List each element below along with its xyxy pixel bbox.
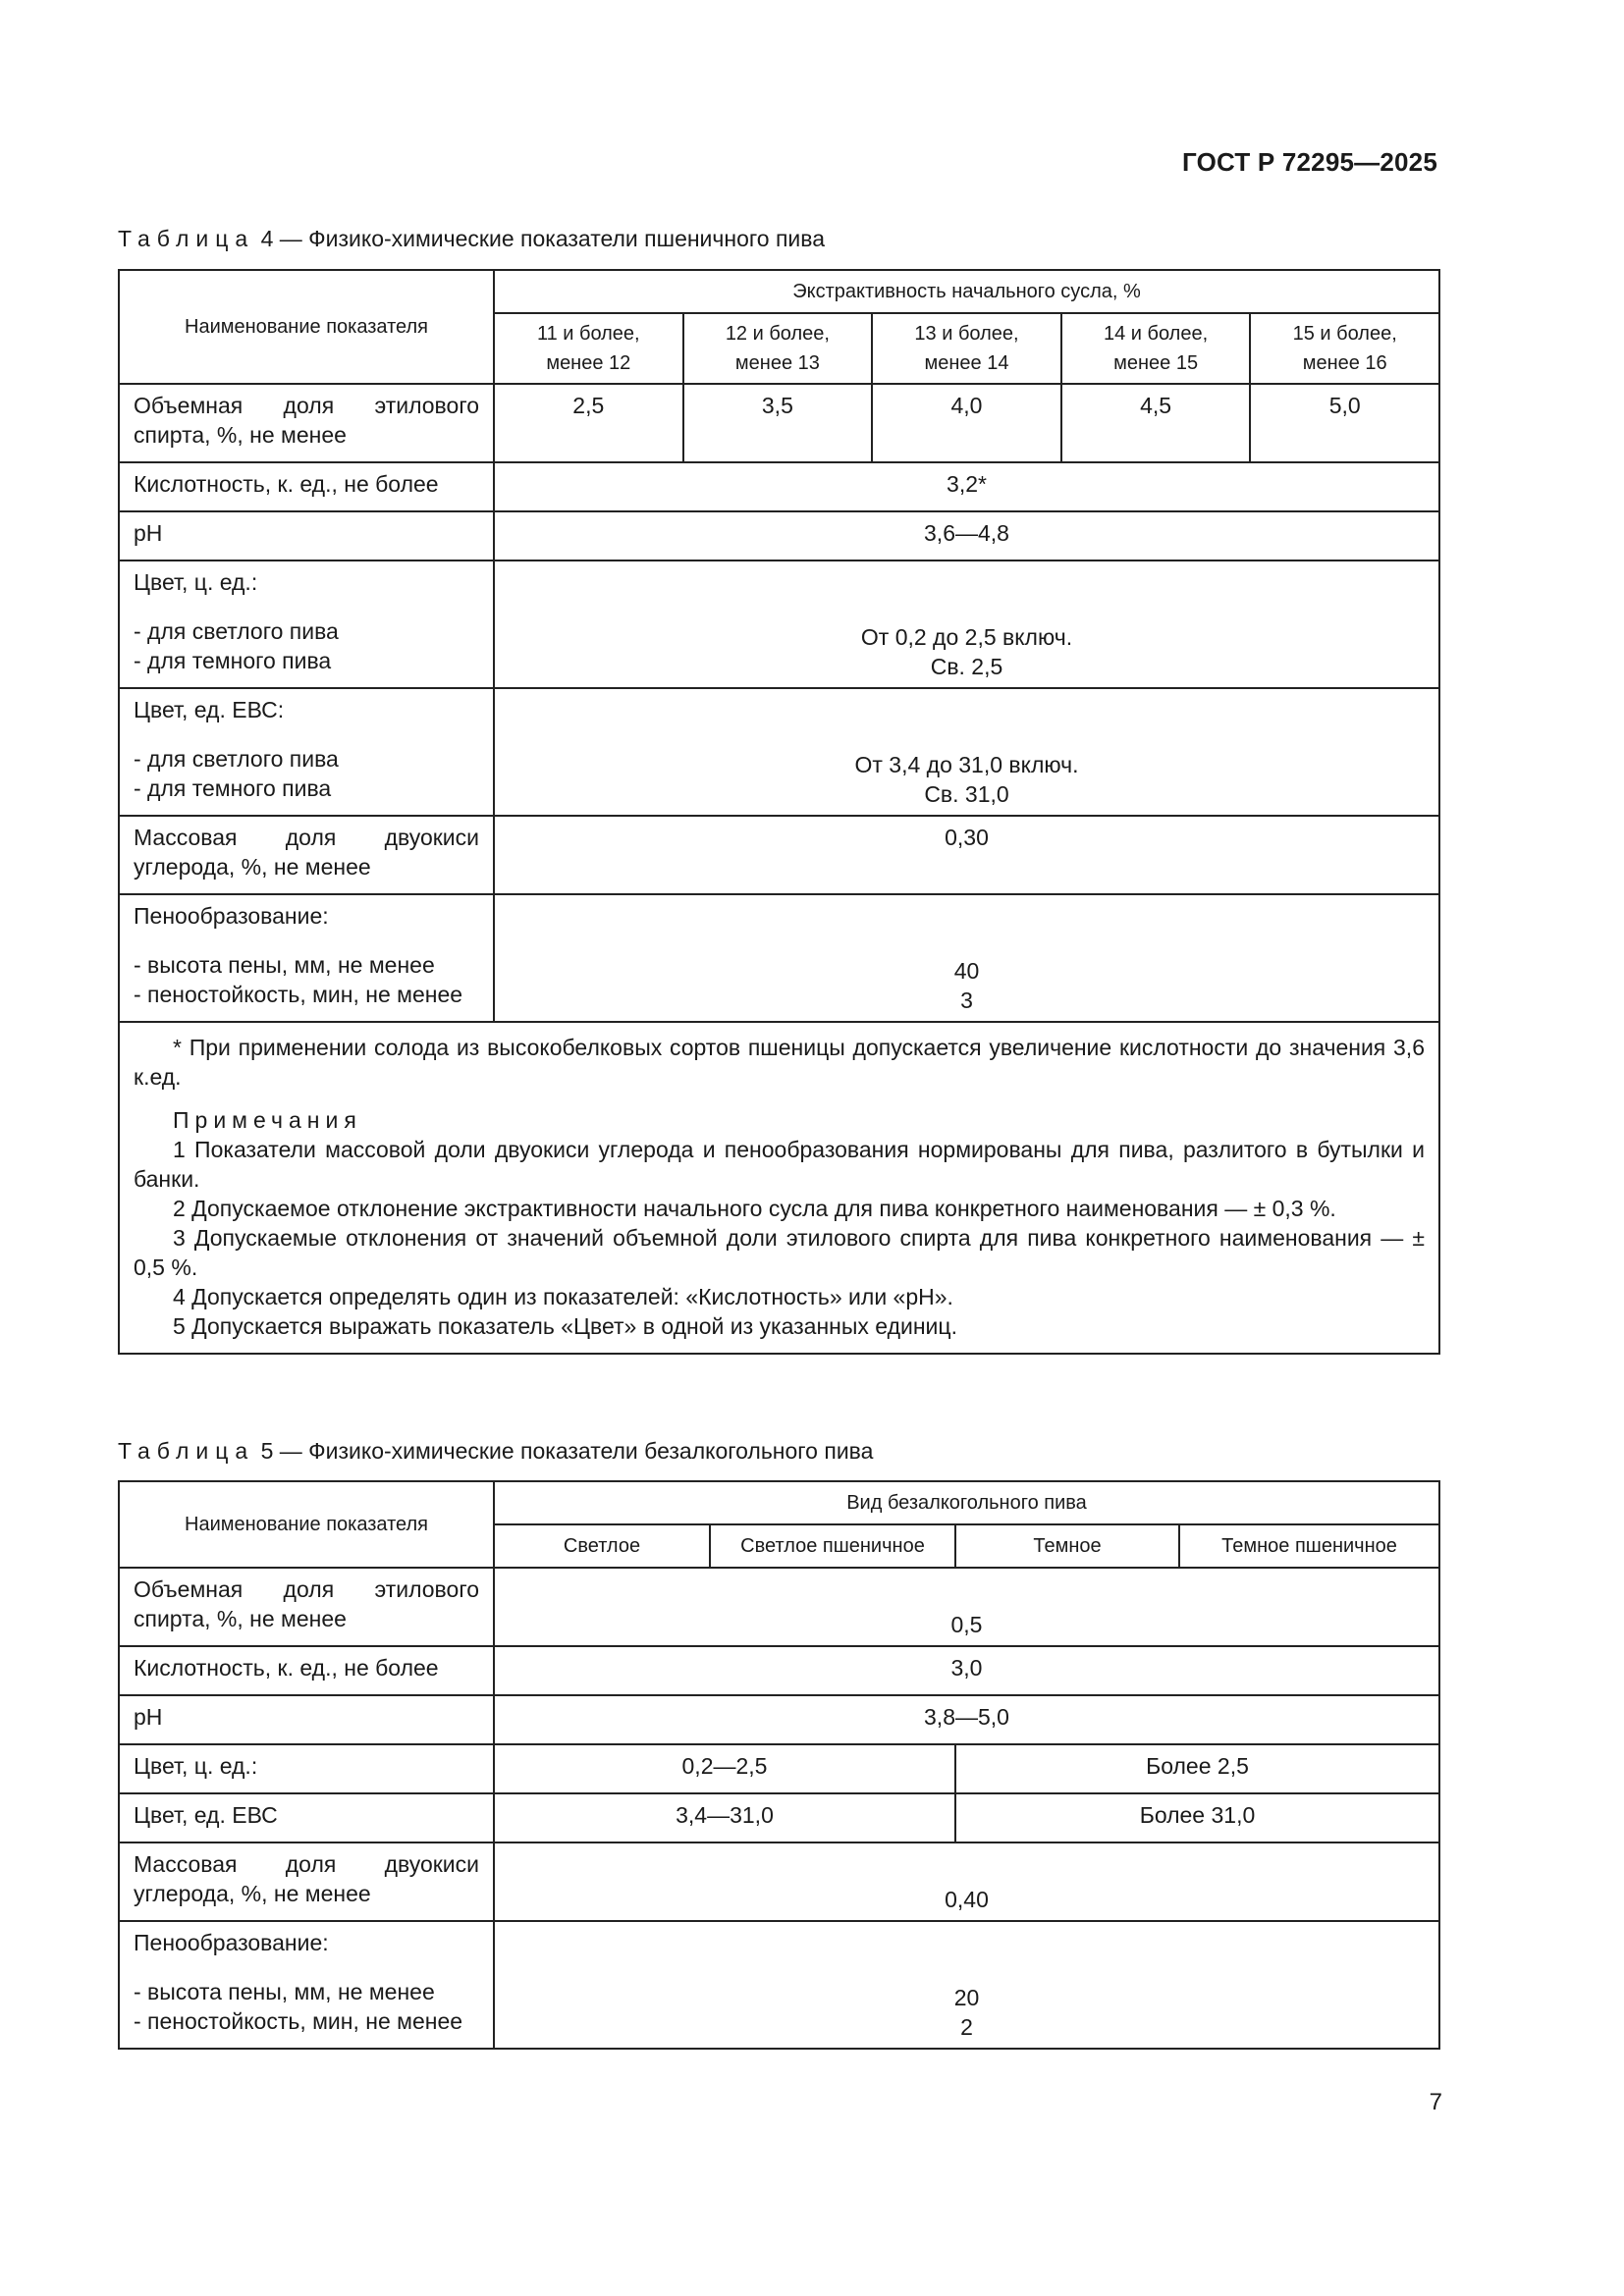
table4 [118, 269, 1440, 1355]
table4-caption-text: 4 — Физико-химические показатели пшеничного пива [254, 226, 826, 251]
table5-caption [118, 1438, 873, 1465]
row-name: Объемная доля этилового спирта, %, не менее [119, 384, 494, 462]
table5-caption-text: 5 — Физико-химические показатели безалкогольного пива [254, 1438, 874, 1464]
table-row [119, 1842, 1439, 1921]
table4-notes [119, 1022, 1439, 1354]
cell-value: 3,8—5,0 [494, 1695, 1439, 1744]
cell-value: Более 31,0 [955, 1793, 1439, 1842]
value-line: Св. 31,0 [924, 781, 1009, 807]
table4-name-header: Наименование показателя [119, 270, 494, 384]
row-name: Кислотность, к. ед., не более [119, 1646, 494, 1695]
row-name-title: Цвет, ед. ЕВС: [134, 697, 285, 722]
subheader-line: менее 14 [924, 352, 1009, 374]
table-row [119, 894, 1439, 1022]
row-sub-item: - высота пены, мм, не менее [134, 1979, 435, 2004]
row-sub-item: - пеностойкость, мин, не менее [134, 2008, 463, 2034]
row-name: Цвет, ед. ЕВС [119, 1793, 494, 1842]
table5-subheader: Темное пшеничное [1179, 1524, 1439, 1568]
value-line: 40 [953, 958, 980, 984]
table5-subheader: Темное [955, 1524, 1179, 1568]
row-name-title: Пенообразование: [134, 903, 329, 929]
row-name-title: Цвет, ц. ед.: [134, 569, 258, 595]
table-row [119, 384, 1439, 462]
subheader-line: менее 16 [1302, 352, 1387, 374]
table4-subheader [683, 313, 873, 384]
table5-name-header: Наименование показателя [119, 1481, 494, 1568]
subheader-line: менее 12 [546, 352, 631, 374]
table-row [119, 511, 1439, 561]
row-name-title: Пенообразование: [134, 1930, 329, 1955]
table-row [119, 462, 1439, 511]
row-name [119, 894, 494, 1022]
table4-caption-prefix: Таблица [118, 226, 255, 251]
table4-subheader [1061, 313, 1251, 384]
note-item: 3 Допускаемые отклонения от значений объемной доли этилового спирта для пива конкретного наименования — ± 0,5 %. [134, 1225, 1425, 1280]
cell-value: 3,6—4,8 [494, 511, 1439, 561]
value-line: 20 [953, 1985, 980, 2010]
row-name [119, 688, 494, 816]
cell-value: 4,5 [1061, 384, 1251, 462]
table4-notes-row [119, 1022, 1439, 1354]
subheader-line: менее 13 [734, 352, 820, 374]
cell-value [494, 688, 1439, 816]
table-row [119, 1695, 1439, 1744]
cell-value: 0,40 [494, 1842, 1439, 1921]
row-name: Цвет, ц. ед.: [119, 1744, 494, 1793]
table4-caption [118, 226, 825, 252]
cell-value: 2,5 [494, 384, 683, 462]
table4-subheader [872, 313, 1061, 384]
row-sub-item: - высота пены, мм, не менее [134, 952, 435, 978]
cell-value: 0,5 [494, 1568, 1439, 1646]
row-sub-item: - для темного пива [134, 648, 332, 673]
cell-value [494, 561, 1439, 688]
table5-caption-prefix: Таблица [118, 1438, 255, 1464]
cell-value: 5,0 [1250, 384, 1439, 462]
subheader-line: 11 и более, [536, 323, 640, 345]
note-item: 4 Допускается определять один из показателей: «Кислотность» или «pH». [173, 1284, 953, 1309]
table4-subheader [1250, 313, 1439, 384]
footnote: * При применении солода из высокобелковых сортов пшеницы допускается увеличение кислотности до значения 3,6 к.ед. [134, 1035, 1425, 1090]
note-item: 2 Допускаемое отклонение экстрактивности начального сусла для пива конкретного наименования — ± 0,3 %. [173, 1196, 1336, 1221]
note-item: 1 Показатели массовой доли двуокиси углерода и пенообразования нормированы для пива, разлитого в бутылки и банки. [134, 1137, 1425, 1192]
row-name: pH [119, 1695, 494, 1744]
notes-title: Примечания [173, 1107, 362, 1133]
table5-group-header: Вид безалкогольного пива [494, 1481, 1439, 1524]
cell-value: 3,0 [494, 1646, 1439, 1695]
row-name: pH [119, 511, 494, 561]
value-line: 3 [960, 988, 973, 1013]
cell-value: 3,5 [683, 384, 873, 462]
subheader-line: 14 и более, [1104, 323, 1209, 345]
table5-subheader: Светлое [494, 1524, 710, 1568]
table4-group-header: Экстрактивность начального сусла, % [494, 270, 1439, 313]
value-line: Св. 2,5 [930, 654, 1003, 679]
table-row [119, 561, 1439, 688]
cell-value: Более 2,5 [955, 1744, 1439, 1793]
row-name: Массовая доля двуокиси углерода, %, не менее [119, 816, 494, 894]
cell-value [494, 894, 1439, 1022]
row-sub-item: - пеностойкость, мин, не менее [134, 982, 463, 1007]
cell-value [494, 1921, 1439, 2049]
page-number: 7 [1429, 2089, 1442, 2115]
note-item: 5 Допускается выражать показатель «Цвет» в одной из указанных единиц. [173, 1313, 957, 1339]
row-sub-item: - для светлого пива [134, 746, 339, 772]
row-name: Массовая доля двуокиси углерода, %, не менее [119, 1842, 494, 1921]
value-line: От 3,4 до 31,0 включ. [854, 752, 1079, 777]
subheader-line: менее 15 [1113, 352, 1199, 374]
document-id: ГОСТ Р 72295—2025 [1182, 147, 1437, 177]
row-sub-item: - для темного пива [134, 775, 332, 801]
table-row [119, 1568, 1439, 1646]
value-line: 2 [960, 2014, 973, 2040]
cell-value: 3,4—31,0 [494, 1793, 955, 1842]
cell-value: 0,2—2,5 [494, 1744, 955, 1793]
table-row [119, 1921, 1439, 2049]
table-row [119, 688, 1439, 816]
table-row [119, 816, 1439, 894]
table-row [119, 1646, 1439, 1695]
table4-subheader [494, 313, 683, 384]
table-row [119, 1793, 1439, 1842]
cell-value: 4,0 [872, 384, 1061, 462]
value-line: От 0,2 до 2,5 включ. [860, 624, 1073, 650]
subheader-line: 12 и более, [725, 323, 830, 345]
subheader-line: 13 и более, [914, 323, 1019, 345]
row-name: Объемная доля этилового спирта, %, не менее [119, 1568, 494, 1646]
row-name [119, 1921, 494, 2049]
table5 [118, 1480, 1440, 2050]
table5-subheader: Светлое пшеничное [710, 1524, 955, 1568]
subheader-line: 15 и более, [1292, 323, 1397, 345]
row-name: Кислотность, к. ед., не более [119, 462, 494, 511]
row-name [119, 561, 494, 688]
cell-value: 3,2* [494, 462, 1439, 511]
cell-value: 0,30 [494, 816, 1439, 894]
row-sub-item: - для светлого пива [134, 618, 339, 644]
table-row [119, 1744, 1439, 1793]
